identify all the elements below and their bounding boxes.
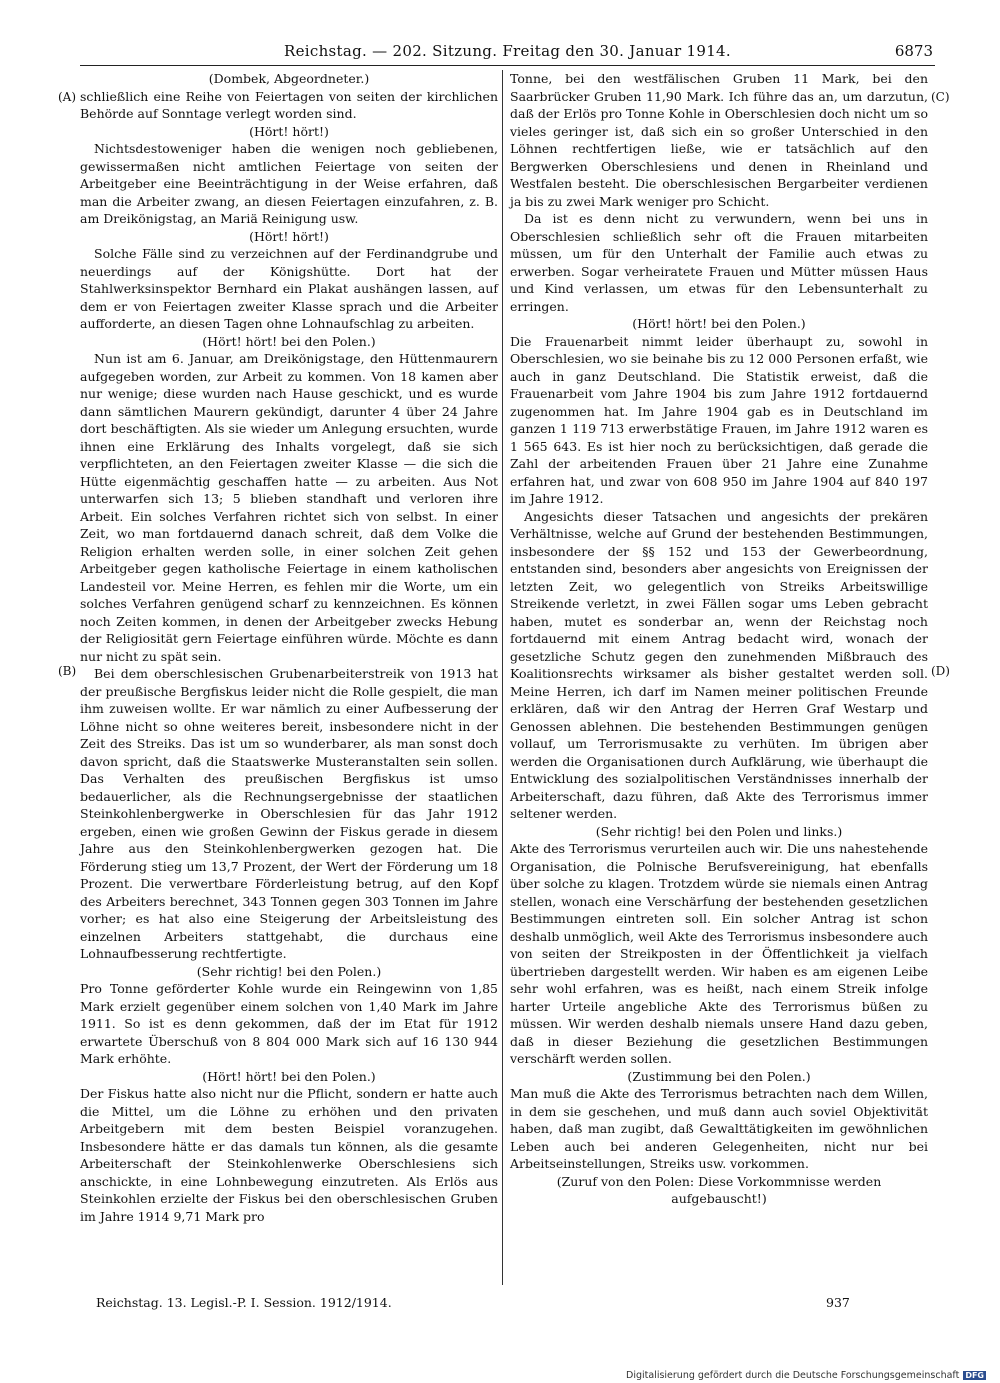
right-paragraph: Da ist es denn nicht zu verwundern, wenn bei uns in Oberschlesien schließlich sehr oft die Frauen mitarbeiten müssen, um für den Unterhalt der Familie auch etwas zu erwerben. Sogar verheiratete Frauen und Mütter müssen Haus und Kind verlassen, um etwas für den Lebensunterhalt zu erringen.: [510, 211, 928, 314]
margin-mark-b: (B): [58, 664, 77, 678]
left-paragraph: Bei dem oberschlesischen Grubenarbeiterstreik von 1913 hat der preußische Bergfiskus leider nicht die Rolle gespielt, die man ihm zuweisen wollte. Er war nämlich zu einer Aufbesserung der Löhne nicht so ohne weiteres bereit, insbesondere nicht in der Zeit des Streiks. Das ist um so wunderbarer, als man sonst doch davon spricht, daß die Staatswerke Musteranstalten sein sollen. Das Verhalten des preußischen Bergfiskus ist umso bedauerlicher, als die Rechnungsergebnisse der staatlichen Steinkohlenbergwerke in Oberschlesien für das Jahr 1912 ergeben, einen wie großen Gewinn der Fiskus gerade in diesem Jahre aus den Steinkohlenbergwerken gezogen hat. Die Förderung stieg um 13,7 Prozent, der Wert der Förderung um 18 Prozent. Die verwertbare Förderleistung betrug, auf den Kopf des Arbeiters berechnet, 343 Tonnen gegen 303 Tonnen im Jahre vorher; es hat also eine Steigerung der Arbeitsleistung des einzelnen Arbeiters stattgehabt, die durchaus eine Lohnaufbesserung rechtfertigte.: [80, 666, 498, 961]
left-paragraph: Solche Fälle sind zu verzeichnen auf der Ferdinandgrube und neuerdings auf der Königshütte. Dort hat der Stahlwerksinspektor Bernhard ein Plakat aushängen lassen, auf dem er von Feiertagen zweiter Klasse sprach und die Arbeiter aufforderte, an diesen Tagen ohne Lohnaufschlag zu arbeiten.: [80, 246, 498, 331]
right-paragraph: Akte des Terrorismus verurteilen auch wir. Die uns nahestehende Organisation, die Polnische Berufsvereinigung, hat ebenfalls über solche zu klagen. Trotzdem würde sie niemals einen Antrag stellen, wonach eine Verschärfung der bestehenden gesetzlichen Bestimmungen eintreten soll. Ein solcher Antrag ist schon deshalb unmöglich, weil Akte des Terrorismus insbesondere auch von seiten der Streikposten in der Öffentlichkeit ja vielfach übertrieben dargestellt werden. Wir haben es am eigenen Leibe sehr wohl erfahren, was es heißt, nach einem Streik infolge harter Urteile angebliche Akte des Terrorismus büßen zu müssen. Wir werden deshalb niemals unsere Hand dazu geben, daß in dieser Beziehung die gesetzlichen Bestimmungen verschärft werden sollen.: [510, 841, 928, 1066]
left-paragraph: Der Fiskus hatte also nicht nur die Pflicht, sondern er hatte auch die Mittel, um die Löhne zu erhöhen und den privaten Arbeitgebern mit dem besten Beispiel voranzugehen. Insbesondere hätte er das damals tun können, als die gesamte Arbeiterschaft der Steinkohlenwerke Oberschlesiens sich anschickte, in eine Lohnbewegung einzutreten. Als Erlös aus Steinkohlen erzielte der Fiskus bei den oberschlesischen Gruben im Jahre 1914 9,71 Mark pro: [80, 1086, 498, 1224]
left-paragraph: schließlich eine Reihe von Feiertagen von seiten der kirchlichen Behörde auf Sonntage verlegt worden sind.: [80, 88, 498, 121]
header-title: Reichstag. — 202. Sitzung. Freitag den 30. Januar 1914.: [284, 42, 731, 60]
left-interjection: (Dombek, Abgeordneter.): [208, 71, 370, 86]
page-header: [80, 40, 935, 62]
margin-mark-c: (C): [931, 90, 950, 104]
right-column: [510, 70, 928, 1208]
left-paragraph: Nichtsdestoweniger haben die wenigen noch gebliebenen, gewissermaßen nicht amtlichen Feiertage von seiten der Arbeitgeber eine Beeinträchtigung in der Weise erfahren, daß man die Arbeiter zwang, an diesen Feiertagen einzufahren, z. B. am Dreikönigstag, an Mariä Reinigung usw.: [80, 141, 498, 226]
dfg-logo: DFG: [965, 1371, 984, 1380]
page-number: 6873: [894, 42, 933, 60]
right-interjection: (Hört! hört! bei den Polen.): [632, 316, 806, 331]
footer-sheet-number: 937: [826, 1295, 850, 1310]
left-interjection: (Hört! hört!): [249, 123, 329, 139]
right-paragraph: Die Frauenarbeit nimmt leider überhaupt zu, sowohl in Oberschlesien, wo sie beinahe bis zu 12 000 Personen erfaßt, wie auch in ganz Deutschland. Die Statistik erweist, daß die Frauenarbeit vom Jahre 1904 bis zum Jahre 1912 fortdauernd zugenommen hat. Im Jahre 1904 gab es in Deutschland im ganzen 1 119 713 erwerbstätige Frauen, im Jahre 1912 waren es 1 565 643. Es ist hier noch zu berücksichtigen, daß gerade die Zahl der arbeitenden Frauen über 21 Jahre eine Zunahme erfahren hat, und zwar von 608 950 im Jahre 1904 auf 840 197 im Jahre 1912.: [510, 333, 928, 506]
right-interjection: (Zuruf von den Polen: Diese Vorkommnisse werden aufgebauscht!): [556, 1173, 882, 1206]
left-column: [80, 70, 498, 1225]
header-rule: [80, 65, 935, 66]
left-interjection: (Sehr richtig! bei den Polen.): [196, 963, 382, 979]
left-interjection: (Hört! hört!): [249, 228, 329, 244]
right-interjection: (Zustimmung bei den Polen.): [627, 1068, 811, 1084]
right-paragraph: Man muß die Akte des Terrorismus betrachten nach dem Willen, in dem sie geschehen, und muß dann auch soviel Objektivität haben, daß man zugibt, daß Gewalttätigkeiten im gewöhnlichen Leben auch bei anderen Gelegenheiten, nicht nur bei Arbeitseinstellungen, Streiks usw. vorkommen.: [510, 1086, 928, 1171]
footer-session-info: Reichstag. 13. Legisl.-P. I. Session. 1912/1914.: [96, 1295, 392, 1310]
right-interjection: (Sehr richtig! bei den Polen und links.): [595, 823, 843, 839]
right-paragraph: Tonne, bei den westfälischen Gruben 11 Mark, bei den Saarbrücker Gruben 11,90 Mark. Ich führe das an, um darzutun, daß der Erlös pro Tonne Kohle in Oberschlesien doch nicht um so vieles geringer ist, daß sich ein so großer Unterschied in den Löhnen rechtfertigen ließe, wie er tatsächlich auf den Bergwerken Oberschlesiens und denen in Rheinland und Westfalen besteht. Die oberschlesischen Bergarbeiter verdienen ja bis zu zwei Mark weniger pro Schicht.: [510, 71, 928, 209]
left-paragraph: Nun ist am 6. Januar, am Dreikönigstage, den Hüttenmaurern aufgegeben worden, zur Arbeit zu kommen. Von 18 kamen aber nur wenige; diese wurden nach Hause geschickt, und es wurde dann sämtlichen Maurern gekündigt, darunter 4 über 24 Jahre dort beschäftigten. Als sie wieder um Anlegung ersuchten, wurde ihnen eine Erklärung des Inhalts vorgelegt, daß sie sich verpflichteten, an den Feiertagen zweiter Klasse — die sich die Hütte eigenmächtig geschaffen hatte — zu arbeiten. Aus Not unterwarfen sich 13; 5 blieben standhaft und verloren ihre Arbeit. Ein solches Verfahren richtet sich von selbst. In einer Zeit, wo man fortdauernd danach schreit, daß dem Volke die Religion erhalten werden solle, in einer solchen Zeit gehen Arbeitgeber gegen katholische Feiertage in einem katholischen Landesteil vor. Meine Herren, es fehlen mir die Worte, um ein solches Verfahren genügend scharf zu kennzeichnen. Es können noch Zeiten kommen, in denen der Arbeitgeber zwecks Hebung der Religiosität gern Feiertage einführen würde. Möchte es dann nur nicht zu spät sein.: [80, 351, 498, 664]
left-interjection: (Hört! hört! bei den Polen.): [202, 1068, 376, 1084]
dfg-credit: [626, 1370, 986, 1381]
column-divider: [502, 70, 503, 1285]
margin-mark-a: (A): [58, 90, 77, 104]
margin-mark-d: (D): [931, 664, 950, 678]
dfg-credit-text: Digitalisierung gefördert durch die Deutsche Forschungsgemeinschaft: [626, 1370, 960, 1381]
right-paragraph: Angesichts dieser Tatsachen und angesichts der prekären Verhältnisse, welche auf Grund der bestehenden Bestimmungen, insbesondere der §§ 152 und 153 der Gewerbeordnung, entstanden sind, besonders aber angesichts von Ereignissen der letzten Zeit, wo gelegentlich von Streiks Arbeitswillige Streikende verletzt, in zwei Fällen sogar ums Leben gebracht haben, mutet es sonderbar an, wenn der Reichstag noch fortdauernd mit einem Antrag bedacht wird, wonach der gesetzliche Schutz gegen den zunehmenden Mißbrauch des Koalitionsrechts wirksamer als bisher gestaltet werden soll. Meine Herren, ich darf im Namen meiner politischen Freunde erklären, daß wir den Antrag der Herren Graf Westarp und Genossen ablehnen. Die bestehenden Bestimmungen genügen vollauf, um Terrorismusakte zu verhüten. Im übrigen aber werden die Organisationen durch Aufklärung, wie überhaupt die Entwicklung des sozialpolitischen Verständnisses innerhalb der Arbeiterschaft, dazu führen, daß Akte des Terrorismus immer seltener werden.: [510, 508, 928, 821]
left-paragraph: Pro Tonne geförderter Kohle wurde ein Reingewinn von 1,85 Mark erzielt gegenüber einem solchen von 1,40 Mark im Jahre 1911. So ist es denn gekommen, daß der im Etat für 1912 erwartete Überschuß von 8 804 000 Mark sich auf 16 130 944 Mark erhöhte.: [80, 981, 498, 1066]
left-interjection: (Hört! hört! bei den Polen.): [202, 333, 376, 349]
